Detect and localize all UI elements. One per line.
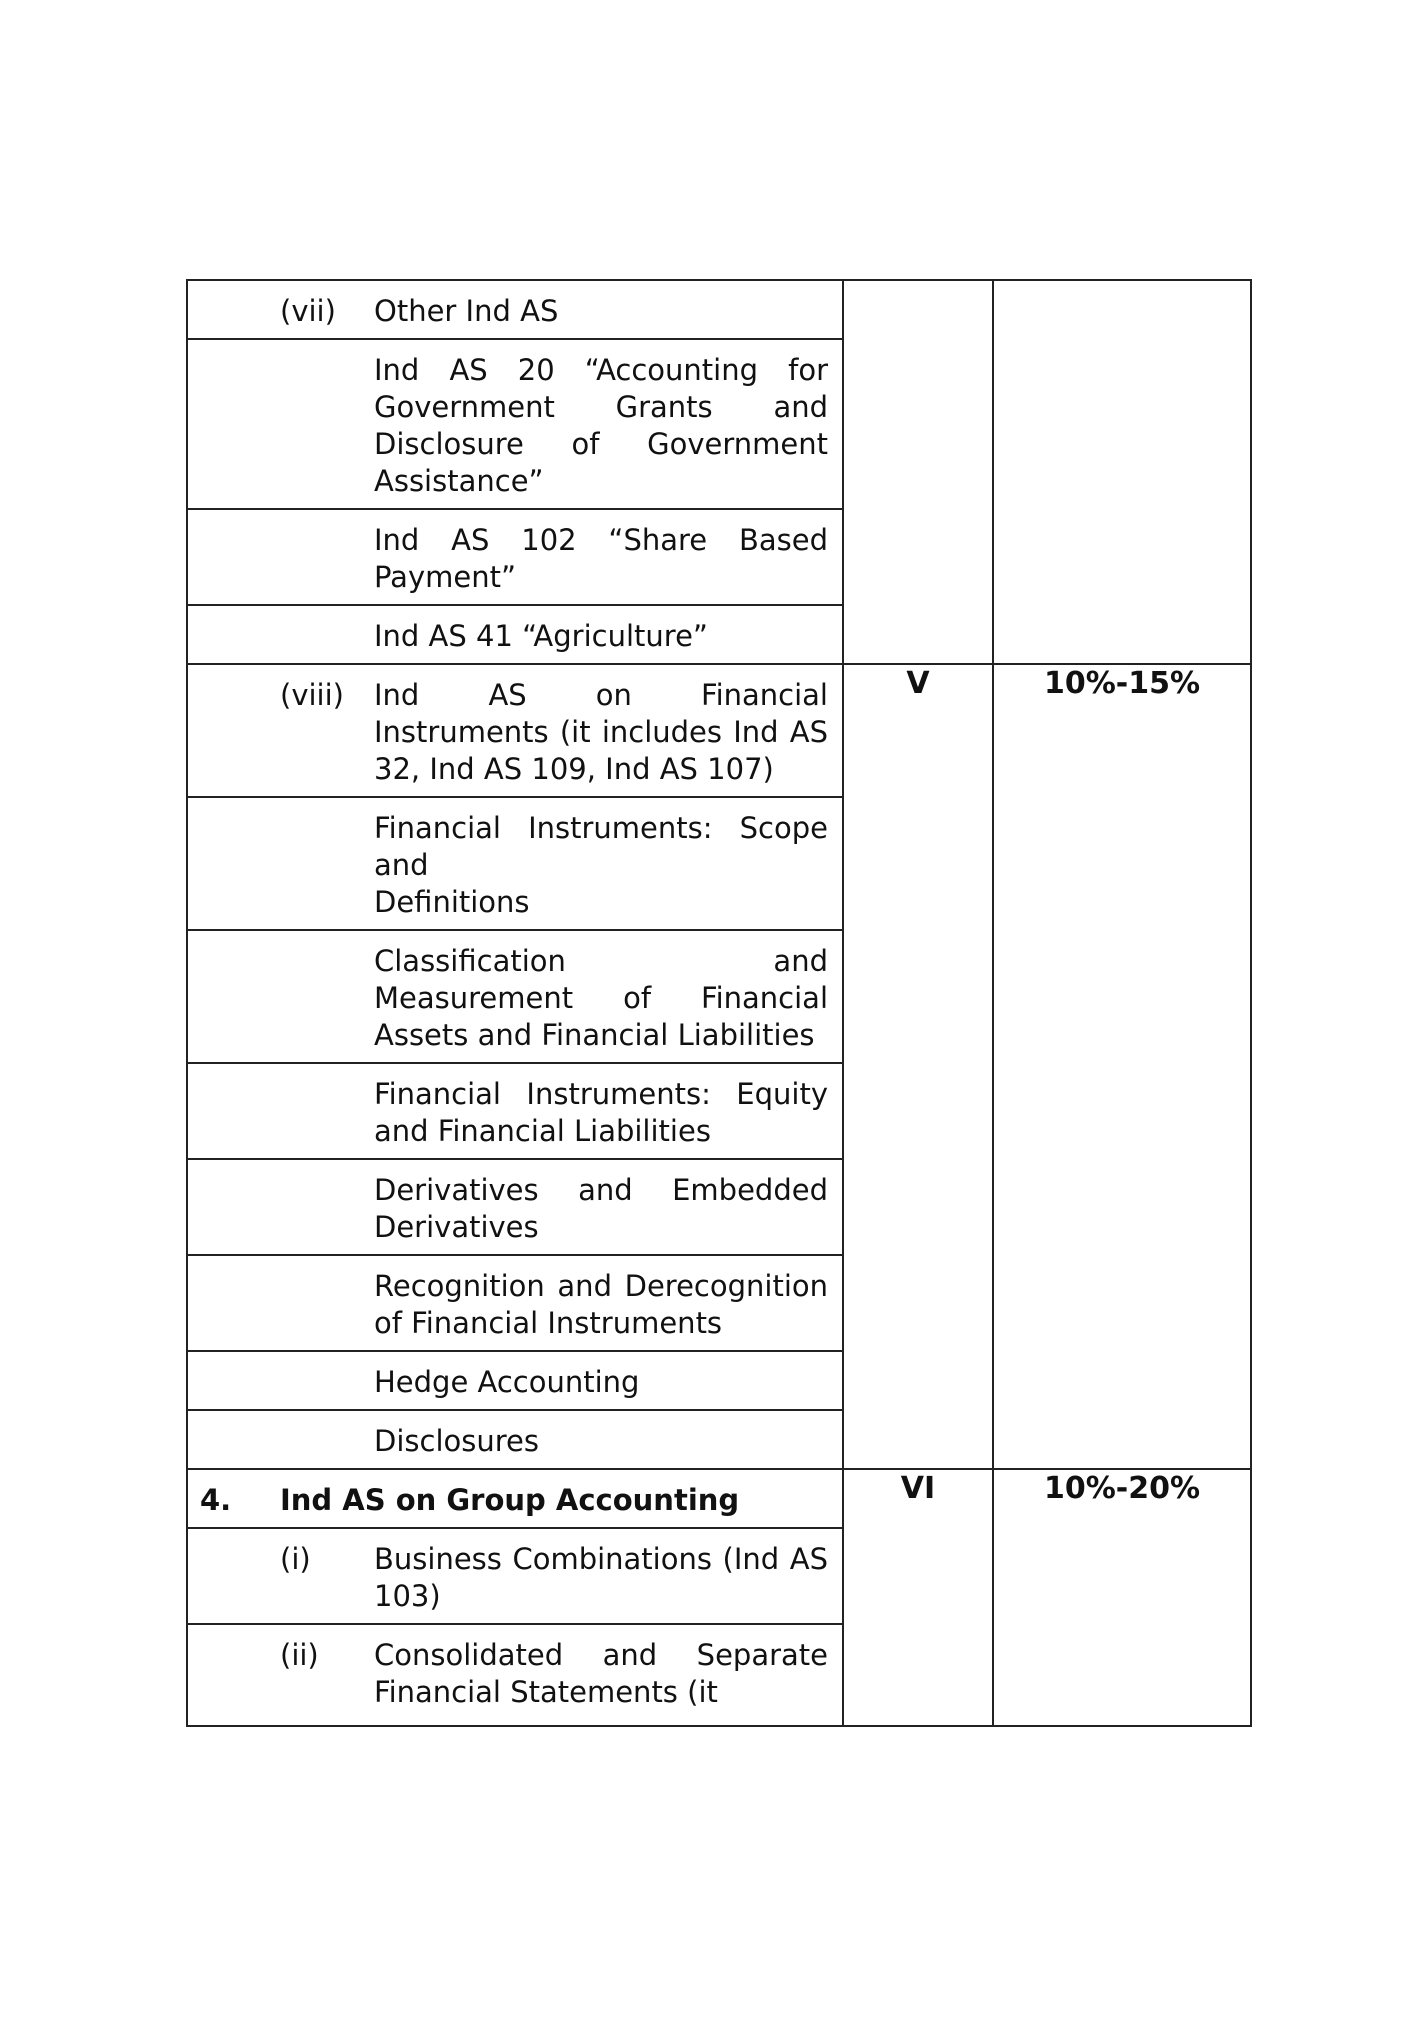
topic-cell (187, 797, 843, 930)
topic-cell (187, 1528, 843, 1624)
unit-cell (843, 664, 993, 1469)
item-number: (ii) (280, 1638, 319, 1672)
item-number: (vii) (280, 294, 336, 328)
topic-text: Derivatives and Embedded Derivatives (374, 1173, 828, 1244)
unit-cell (843, 280, 993, 664)
topic-cell (187, 1159, 843, 1255)
item-number: (i) (280, 1542, 311, 1576)
item-number (188, 1364, 374, 1401)
unit-label: V (906, 666, 930, 701)
topic-cell (187, 1469, 843, 1528)
item-number (188, 810, 374, 921)
weightage-label: 10%-20% (1043, 1471, 1201, 1506)
topic-cell (187, 605, 843, 664)
item-number (188, 1268, 374, 1342)
topic-text: Ind AS 20 “Accounting for Government Grants and Disclosure of Government Assistance” (374, 353, 828, 498)
item-number (188, 943, 374, 1054)
item-number (188, 1172, 374, 1246)
topic-cell (187, 1410, 843, 1469)
topic-cell (187, 1063, 843, 1159)
item-number (188, 522, 374, 596)
table-row (187, 664, 1251, 797)
topic-cell (187, 1255, 843, 1351)
topic-cell (187, 930, 843, 1063)
table-row (187, 280, 1251, 339)
item-number (188, 618, 374, 655)
topic-text: Consolidated and Separate Financial Statements (it (374, 1638, 828, 1709)
topic-text: Classification and Measurement of Financial Assets and Financial Liabilities (374, 944, 828, 1052)
topic-text: Financial Instruments: Scope and Definitions (374, 811, 828, 919)
topic-cell (187, 664, 843, 797)
topic-text: Financial Instruments: Equity and Financial Liabilities (374, 1077, 828, 1148)
unit-cell (843, 1469, 993, 1726)
section-number: 4. (200, 1483, 232, 1517)
topic-cell (187, 280, 843, 339)
topic-text: Recognition and Derecognition of Financial Instruments (374, 1269, 828, 1340)
topic-text: Business Combinations (Ind AS 103) (374, 1542, 828, 1613)
weightage-cell (993, 280, 1251, 664)
topic-text: Ind AS on Financial Instruments (it includes Ind AS 32, Ind AS 109, Ind AS 107) (374, 678, 828, 786)
weightage-cell (993, 1469, 1251, 1726)
item-number: (viii) (280, 678, 344, 712)
item-number (188, 352, 374, 500)
topic-text: Disclosures (374, 1424, 539, 1458)
topic-text: Other Ind AS (374, 294, 559, 328)
weightage-cell (993, 664, 1251, 1469)
topic-cell (187, 1624, 843, 1726)
topic-text: Hedge Accounting (374, 1365, 640, 1399)
section-title: Ind AS on Group Accounting (280, 1483, 740, 1517)
weightage-label: 10%-15% (1043, 666, 1201, 701)
topic-text: Ind AS 102 “Share Based Payment” (374, 523, 828, 594)
topic-cell (187, 509, 843, 605)
table-row (187, 1469, 1251, 1528)
topic-text: Ind AS 41 “Agriculture” (374, 619, 708, 653)
unit-label: VI (900, 1471, 936, 1506)
topic-cell (187, 339, 843, 509)
topic-cell (187, 1351, 843, 1410)
item-number (188, 1423, 374, 1460)
syllabus-table (186, 279, 1252, 1727)
item-number (188, 1076, 374, 1150)
